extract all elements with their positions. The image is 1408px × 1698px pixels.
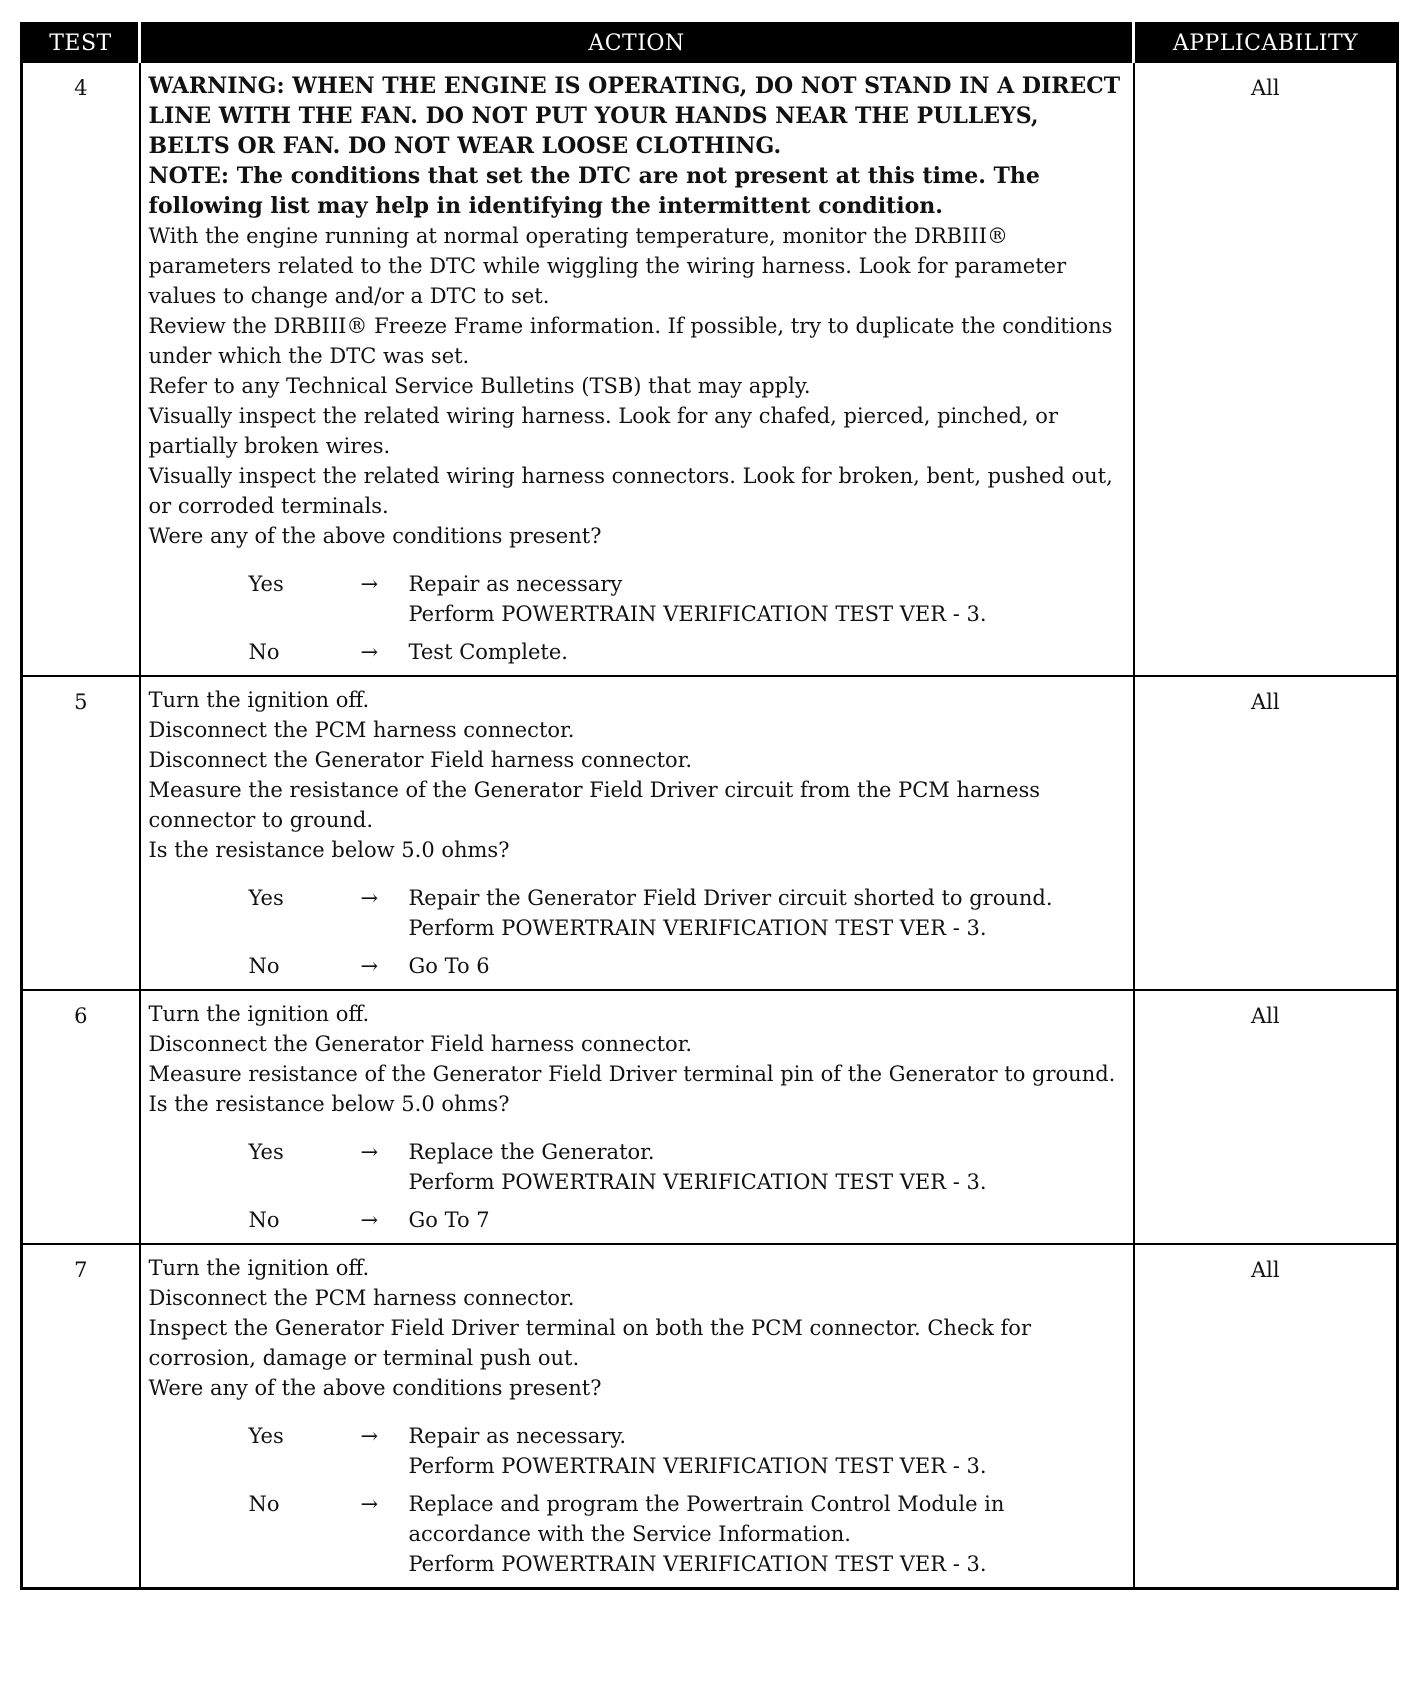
no-result: [149, 951, 1125, 981]
yes-label: Yes: [248, 1424, 284, 1448]
results-block: [149, 569, 1125, 667]
step-line: Refer to any Technical Service Bulletins (TSB) that may apply.: [148, 374, 811, 398]
result-line: Repair as necessary: [408, 572, 623, 596]
result-line: Go To 7: [408, 1208, 490, 1232]
no-action: [409, 1489, 1125, 1579]
results-block: [149, 1421, 1125, 1579]
no-action: [409, 637, 1125, 667]
action-cell: [140, 62, 1134, 676]
result-line: Replace the Generator.: [408, 1140, 655, 1164]
step-line: Visually inspect the related wiring harness. Look for any chafed, pierced, pinched, or partially broken wires.: [148, 404, 1058, 458]
action-cell: [140, 990, 1134, 1244]
table-row: [22, 676, 1398, 990]
result-line: Perform POWERTRAIN VERIFICATION TEST VER - 3.: [408, 1170, 987, 1194]
step-line: With the engine running at normal operating temperature, monitor the DRBIII® parameters related to the DTC while wiggling the wiring harness. Look for parameter values to change and/or a DTC to set.: [148, 224, 1067, 308]
yes-result: [149, 883, 1125, 943]
results-block: [149, 1137, 1125, 1235]
step-line: Disconnect the Generator Field harness connector.: [148, 1032, 693, 1056]
step-line: Disconnect the Generator Field harness connector.: [148, 748, 693, 772]
results-block: [149, 883, 1125, 981]
step-line: Measure the resistance of the Generator Field Driver circuit from the PCM harness connector to ground.: [148, 778, 1041, 832]
no-result: [149, 637, 1125, 667]
arrow-icon: →: [360, 1492, 379, 1516]
no-label: No: [248, 1492, 280, 1516]
step-line: Disconnect the PCM harness connector.: [148, 1286, 575, 1310]
yes-label: Yes: [248, 572, 284, 596]
action-cell: [140, 1244, 1134, 1589]
result-line: Perform POWERTRAIN VERIFICATION TEST VER - 3.: [408, 916, 987, 940]
arrow-icon: →: [360, 886, 379, 910]
yes-label: Yes: [248, 886, 284, 910]
yes-result: [149, 1137, 1125, 1197]
step-line: Turn the ignition off.: [148, 688, 370, 712]
test-number: 6: [22, 990, 140, 1244]
applicability-value: All: [1134, 62, 1398, 676]
step-line: Review the DRBIII® Freeze Frame information. If possible, try to duplicate the conditions under which the DTC was set.: [148, 314, 1113, 368]
note-text: NOTE: The conditions that set the DTC are not present at this time. The following list may help in identifying the intermittent condition.: [148, 163, 1040, 219]
arrow-icon: →: [360, 1140, 379, 1164]
step-line: Disconnect the PCM harness connector.: [148, 718, 575, 742]
header-action: ACTION: [140, 24, 1134, 63]
step-line: Turn the ignition off.: [148, 1256, 370, 1280]
test-number: 5: [22, 676, 140, 990]
applicability-value: All: [1134, 1244, 1398, 1589]
result-line: Perform POWERTRAIN VERIFICATION TEST VER - 3.: [408, 1552, 987, 1576]
no-label: No: [248, 1208, 280, 1232]
result-line: Repair as necessary.: [408, 1424, 627, 1448]
table-header-row: [22, 24, 1398, 63]
no-result: [149, 1489, 1125, 1579]
yes-action: [409, 883, 1125, 943]
yes-action: [409, 569, 1125, 629]
no-action: [409, 951, 1125, 981]
arrow-icon: →: [360, 640, 379, 664]
action-cell: [140, 676, 1134, 990]
yes-result: [149, 1421, 1125, 1481]
table-row: [22, 990, 1398, 1244]
step-line: Inspect the Generator Field Driver terminal on both the PCM connector. Check for corrosion, damage or terminal push out.: [148, 1316, 1031, 1370]
applicability-value: All: [1134, 990, 1398, 1244]
yes-result: [149, 569, 1125, 629]
yes-action: [409, 1137, 1125, 1197]
table-row: [22, 62, 1398, 676]
test-number: 4: [22, 62, 140, 676]
no-label: No: [248, 640, 280, 664]
step-line: Turn the ignition off.: [148, 1002, 370, 1026]
test-number: 7: [22, 1244, 140, 1589]
result-line: Repair the Generator Field Driver circuit shorted to ground.: [408, 886, 1053, 910]
warning-text: WARNING: WHEN THE ENGINE IS OPERATING, DO NOT STAND IN A DIRECT LINE WITH THE FAN. DO NOT PUT YOUR HANDS NEAR THE PULLEYS, BELTS OR FAN. DO NOT WEAR LOOSE CLOTHING.: [148, 73, 1121, 159]
result-line: Test Complete.: [408, 640, 568, 664]
arrow-icon: →: [360, 1424, 379, 1448]
arrow-icon: →: [360, 572, 379, 596]
arrow-icon: →: [360, 954, 379, 978]
header-test: TEST: [22, 24, 140, 63]
result-line: Replace and program the Powertrain Control Module in accordance with the Service Information.: [408, 1492, 1005, 1546]
no-label: No: [248, 954, 280, 978]
no-result: [149, 1205, 1125, 1235]
table-row: [22, 1244, 1398, 1589]
no-action: [409, 1205, 1125, 1235]
step-line: Is the resistance below 5.0 ohms?: [148, 838, 510, 862]
header-applicability: APPLICABILITY: [1134, 24, 1398, 63]
result-line: Perform POWERTRAIN VERIFICATION TEST VER - 3.: [408, 1454, 987, 1478]
step-line: Were any of the above conditions present?: [148, 1376, 602, 1400]
arrow-icon: →: [360, 1208, 379, 1232]
diagnostic-test-table: [20, 22, 1399, 1590]
step-line: Visually inspect the related wiring harness connectors. Look for broken, bent, pushed out, or corroded terminals.: [148, 464, 1113, 518]
step-line: Is the resistance below 5.0 ohms?: [148, 1092, 510, 1116]
step-line: Were any of the above conditions present?: [148, 524, 602, 548]
yes-action: [409, 1421, 1125, 1481]
applicability-value: All: [1134, 676, 1398, 990]
result-line: Go To 6: [408, 954, 490, 978]
result-line: Perform POWERTRAIN VERIFICATION TEST VER - 3.: [408, 602, 987, 626]
step-line: Measure resistance of the Generator Field Driver terminal pin of the Generator to ground.: [148, 1062, 1116, 1086]
yes-label: Yes: [248, 1140, 284, 1164]
